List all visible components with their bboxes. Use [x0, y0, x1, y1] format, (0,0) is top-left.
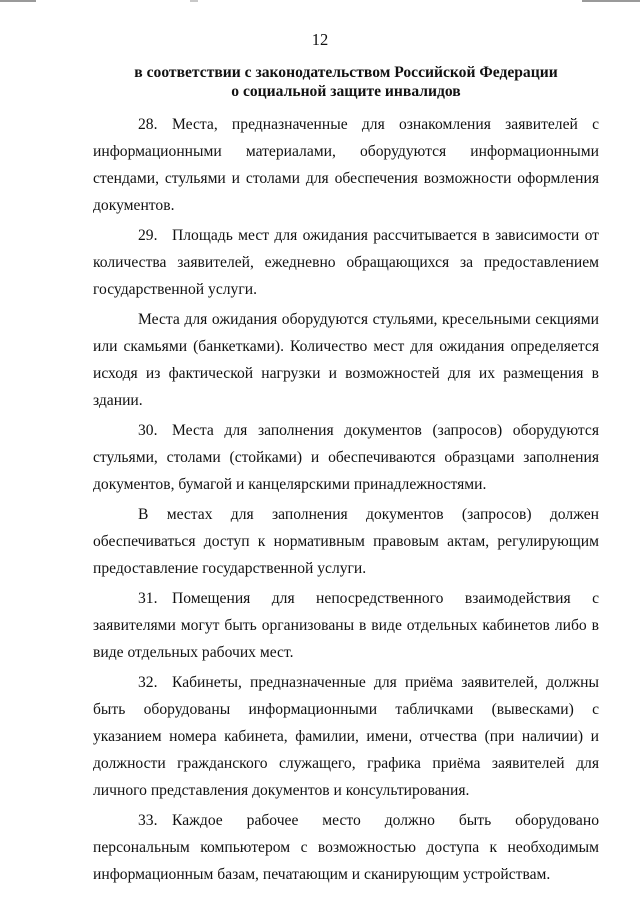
- document-body: [93, 111, 599, 891]
- paragraph-text: Помещения для непосредственного взаимодействия с заявителями могут быть организованы в виде отдельных кабинетов либо в виде отдельных рабочих мест.: [93, 590, 599, 661]
- paragraph-text: Места для заполнения документов (запросов) оборудуются стульями, столами (стойками) и обеспечиваются образцами заполнения документов, бумагой и канцелярскими принадлежностями.: [93, 422, 599, 493]
- paragraph-number: 33.: [138, 812, 158, 829]
- paragraph-number: 28.: [138, 116, 158, 133]
- paragraph-32: [93, 669, 599, 804]
- paragraph-30: [93, 417, 599, 498]
- page-number: 12: [311, 30, 329, 49]
- paragraph-30-continuation: [93, 501, 599, 582]
- paragraph-text: Площадь мест для ожидания рассчитывается в зависимости от количества заявителей, ежедневно обращающихся за предоставлением государственной услуги.: [93, 227, 599, 298]
- paragraph-29-continuation: [93, 306, 599, 414]
- paragraph-text: В местах для заполнения документов (запросов) должен обеспечиваться доступ к нормативным правовым актам, регулирующим предоставление государственной услуги.: [93, 506, 599, 577]
- scan-edge-mark-middle: [190, 0, 198, 2]
- section-heading: [80, 63, 612, 101]
- paragraph-29: [93, 222, 599, 303]
- paragraph-number: 30.: [138, 422, 158, 439]
- paragraph-number: 31.: [138, 590, 158, 607]
- paragraph-text: Кабинеты, предназначенные для приёма заявителей, должны быть оборудованы информационными табличками (вывесками) с указанием номера кабинета, фамилии, имени, отчества (при наличии) и должности гражданского служащего, графика приёма заявителей для личного представления документов и консультирования.: [93, 674, 599, 799]
- paragraph-number: 29.: [138, 227, 158, 244]
- scan-edge-mark-right: [582, 0, 640, 2]
- section-heading-line-1: в соответствии с законодательством Российской Федерации: [134, 64, 558, 81]
- paragraph-text: Места для ожидания оборудуются стульями, кресельными секциями или скамьями (банкетками). Количество мест для ожидания определяется исходя из фактической нагрузки и возможностей для их размещения в здании.: [93, 311, 599, 409]
- paragraph-text: Каждое рабочее место должно быть оборудовано персональным компьютером с возможностью доступа к необходимым информационным базам, печатающим и сканирующим устройствам.: [93, 812, 599, 883]
- paragraph-text: Места, предназначенные для ознакомления заявителей с информационными материалами, оборудуются информационными стендами, стульями и столами для обеспечения возможности оформления документов.: [93, 116, 599, 214]
- scan-edge-mark-left: [0, 0, 36, 2]
- paragraph-28: [93, 111, 599, 219]
- paragraph-number: 32.: [138, 674, 158, 691]
- section-heading-line-2: о социальной защите инвалидов: [231, 83, 461, 100]
- paragraph-33: [93, 807, 599, 888]
- paragraph-31: [93, 585, 599, 666]
